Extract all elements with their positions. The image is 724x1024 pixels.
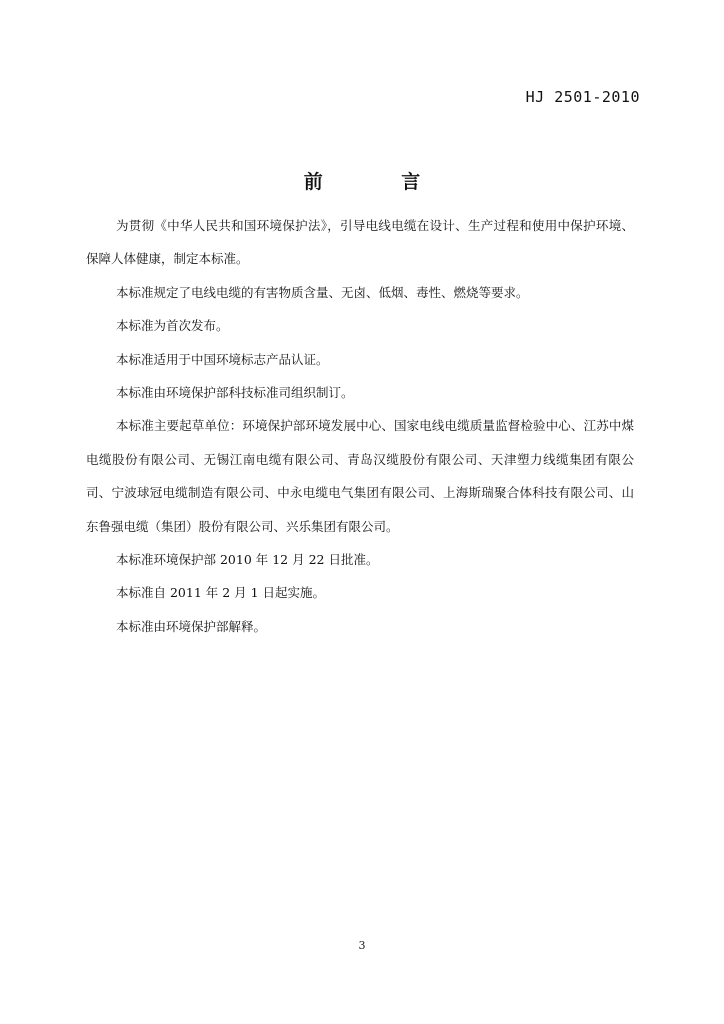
- paragraph-first-release: 本标准为首次发布。: [116, 318, 229, 334]
- paragraph-scope: 本标准适用于中国环境标志产品认证。: [116, 351, 329, 367]
- paragraph-interpretation: 本标准由环境保护部解释。: [116, 618, 267, 634]
- paragraph-drafting-units: 本标准主要起草单位：环境保护部环境发展中心、国家电线电缆质量监督检验中心、江苏中煤电缆股份有限公司、无锡江南电缆有限公司、青岛汉缆股份有限公司、天津塑力线缆集团有限公司、宁波球冠电缆制造有限公司、中永电缆电气集团有限公司、上海斯瑞聚合体科技有限公司、山东鲁强电缆（集团）股份有限公司、兴乐集团有限公司。: [86, 418, 634, 534]
- paragraph-organizer: 本标准由环境保护部科技标准司组织制订。: [116, 385, 354, 401]
- document-body: [86, 209, 634, 643]
- paragraph-purpose: 为贯彻《中华人民共和国环境保护法》，引导电线电缆在设计、生产过程和使用中保护环境、保障人体健康，制定本标准。: [86, 218, 634, 267]
- document-code: HJ 2501-2010: [525, 88, 640, 106]
- page-title: 前 言: [303, 171, 457, 193]
- page-number: 3: [358, 939, 366, 952]
- paragraph-requirements: 本标准规定了电线电缆的有害物质含量、无卤、低烟、毒性、燃烧等要求。: [116, 284, 529, 300]
- paragraph-approval: 本标准环境保护部 2010 年 12 月 22 日批准。: [116, 552, 379, 568]
- paragraph-effective-date: 本标准自 2011 年 2 月 1 日起实施。: [116, 585, 326, 601]
